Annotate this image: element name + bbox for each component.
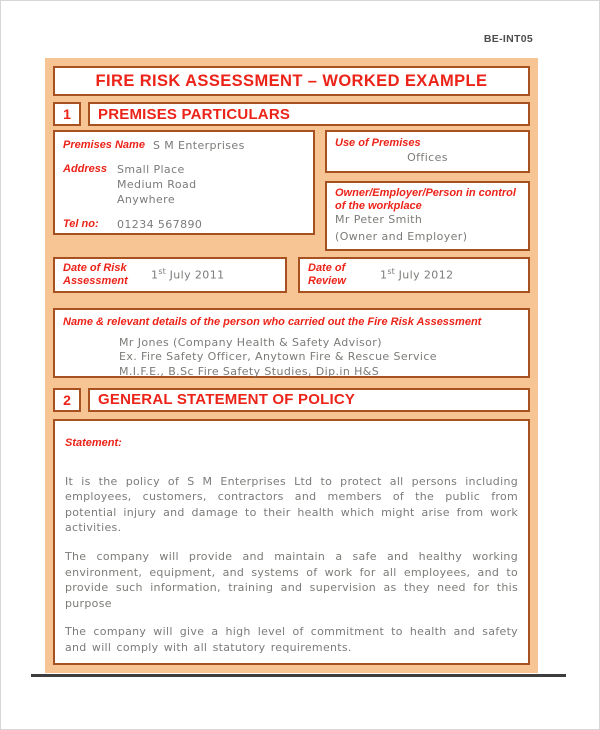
tel-value: 01234 567890 — [117, 218, 203, 232]
use-of-premises-value: Offices — [407, 150, 448, 164]
review-day: 1 — [380, 268, 388, 282]
assessor-details — [63, 336, 520, 381]
document-title-box — [53, 66, 530, 96]
section-2-header — [53, 388, 530, 412]
statement-paragraph-3: The company will give a high level of commitment to health and safety and will comply with all statutory requirements. — [65, 625, 518, 655]
statement-paragraph-1: It is the policy of S M Enterprises Ltd to protect all persons including employees, customers, contractors and members of the public from potential injury and damage to their health which might arise from work activities. — [65, 474, 518, 535]
use-of-premises-label: Use of Premises — [335, 137, 421, 149]
use-of-premises-box — [325, 130, 530, 173]
doc-code: BE-INT05 — [483, 33, 533, 45]
assessment-day-suffix: st — [158, 266, 166, 276]
date-of-assessment-box — [53, 257, 287, 293]
address-row — [63, 163, 305, 208]
form-panel — [45, 58, 538, 673]
date-of-review-box — [298, 257, 530, 293]
date-of-review-label: Date of Review — [308, 262, 346, 287]
section-2-number: 2 — [53, 388, 81, 412]
address-label: Address — [63, 162, 108, 175]
premises-columns — [53, 130, 530, 251]
section-2-heading: GENERAL STATEMENT OF POLICY — [88, 388, 530, 412]
address-line-1: Small Place — [117, 162, 185, 176]
document-title: FIRE RISK ASSESSMENT – WORKED EXAMPLE — [95, 71, 488, 90]
premises-right-column — [325, 130, 530, 251]
premises-name-value: S M Enterprises — [152, 139, 245, 152]
tel-row — [63, 218, 305, 233]
statement-box — [53, 419, 530, 665]
address-line-2: Medium Road — [117, 177, 197, 191]
owner-box — [325, 181, 530, 251]
owner-name: Mr Peter Smith — [335, 213, 423, 227]
statement-paragraph-2: The company will provide and maintain a safe and healthy working environment, equipment, and systems of work for all employees, and to provide such information, training and supervision as they need for this purpose — [65, 550, 518, 610]
assessor-line-3: M.I.F.E., B.Sc Fire Safety Studies, Dip.in H&S — [119, 365, 380, 379]
date-of-assessment-value — [151, 267, 225, 284]
review-day-suffix: st — [387, 266, 395, 276]
dates-row — [53, 257, 530, 293]
footer-rule — [31, 674, 566, 677]
section-1-heading: PREMISES PARTICULARS — [88, 102, 530, 126]
address-line-3: Anywhere — [117, 192, 175, 206]
owner-label: Owner/Employer/Person in control of the workplace — [335, 187, 516, 212]
assessment-month-year: July 2011 — [165, 268, 225, 282]
assessment-day: 1 — [151, 268, 159, 282]
section-1-header — [53, 102, 530, 126]
assessor-label: Name & relevant details of the person who carried out the Fire Risk Assessment — [63, 315, 482, 328]
address-value — [117, 163, 196, 208]
assessor-line-2: Ex. Fire Safety Officer, Anytown Fire & Rescue Service — [119, 350, 437, 364]
owner-role: (Owner and Employer) — [335, 230, 468, 244]
assessor-line-1: Mr Jones (Company Health & Safety Advisor) — [119, 335, 382, 349]
review-month-year: July 2012 — [394, 268, 454, 282]
tel-label: Tel no: — [63, 218, 99, 231]
section-1-number: 1 — [53, 102, 81, 126]
assessor-box — [53, 308, 530, 378]
premises-details-box — [53, 130, 315, 235]
statement-label: Statement: — [65, 436, 122, 449]
date-of-review-value — [380, 267, 454, 284]
premises-name-label: Premises Name — [63, 139, 145, 151]
premises-name-row — [63, 139, 305, 154]
date-of-assessment-label: Date of Risk Assessment — [63, 262, 128, 287]
